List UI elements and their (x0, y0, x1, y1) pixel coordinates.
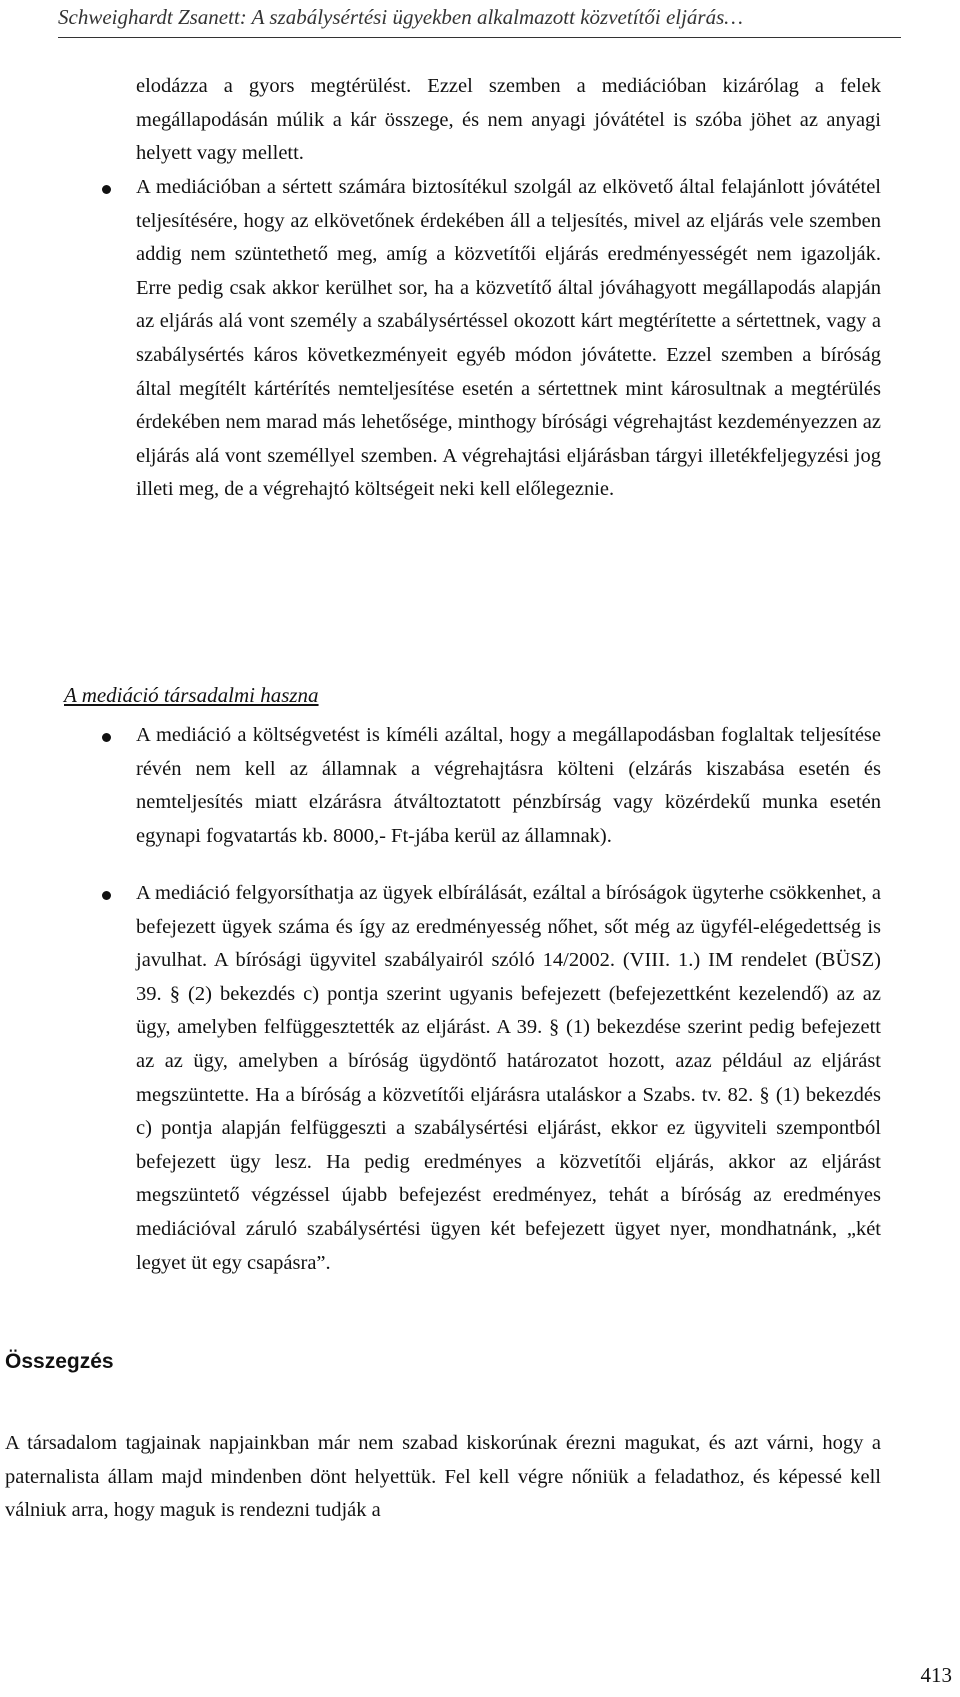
bullet-icon (102, 891, 111, 900)
summary-heading: Összegzés (5, 1350, 114, 1373)
summary-paragraph: A társadalom tagjainak napjainkban már nem szabad kiskorúnak érezni magukat, és azt várni, hogy a paternalista állam majd mindenben dönt helyettük. Fel kell végre nőniük a feladathoz, és képessé kell válniuk arra, hogy maguk is rendezni tudják a (5, 1432, 881, 1521)
header-rule (58, 37, 901, 38)
bullet-paragraph-2: A mediáció a költségvetést is kíméli azáltal, hogy a megállapodásban foglaltak teljesítése révén nem kell az államnak a végrehajtásra költeni (elzárás kiszabása esetén és nemteljesítés miatt elzárásra átváltoztatott pénzbírság vagy közérdekű munka esetén egynapi fogvatartás kb. 8000,- Ft-jába kerül az államnak). (136, 724, 881, 847)
page-number: 413 (920, 1663, 952, 1687)
continuation-paragraph: elodázza a gyors megtérülést. Ezzel szemben a mediációban kizárólag a felek megállapodásán múlik a kár összege, és nem anyagi jóvátétel is szóba jöhet az anyagi helyett vagy mellett. (136, 75, 881, 165)
bullet-icon (102, 185, 111, 194)
bullet-icon (102, 733, 111, 742)
bullet-paragraph-1: A mediációban a sértett számára biztosítékul szolgál az elkövető által felajánlott jóvátétel teljesítésére, hogy az elkövetőnek érdekében áll a teljesítés, mivel az eljárás vele szemben addig nem szüntethető meg, amíg a közvetítői eljárás eredményességét nem igazolják. Erre pedig csak akkor kerülhet sor, ha a közvetítő által jóváhagyott megállapodás alapján az eljárás alá vont személy a szabálysértéssel okozott kárt megtérítette a sértettnek, vagy a szabálysértés káros következményeit egyéb módon jóvátette. Ezzel szemben a bíróság által megítélt kártérítés nemteljesítése esetén a sértettnek mint károsultnak a megtérülés érdekében nem marad más lehetősége, minthogy bírósági végrehajtást kezdeményezzen az eljárás alá vont személlyel szemben. A végrehajtási eljárásban tárgyi illetékfeljegyzési jog illeti meg, de a végrehajtó költségeit neki kell előlegeznie. (136, 176, 881, 501)
running-header: Schweighardt Zsanett: A szabálysértési ügyekben alkalmazott közvetítői eljárás… (58, 5, 743, 29)
bullet-paragraph-3: A mediáció felgyorsíthatja az ügyek elbírálását, ezáltal a bíróságok ügyterhe csökkenhet, a befejezett ügyek száma és így az eredményesség nőhet, sőt még az ügyfél-elégedettség is javulhat. A bírósági ügyvitel szabályairól szóló 14/2002. (VIII. 1.) IM rendelet (BÜSZ) 39. § (2) bekezdés c) pontja szerint ugyanis befejezett (befejezettként kezelendő) az az ügy, amelyben felfüggesztették az eljárást. A 39. § (1) bekezdése szerint pedig befejezett az az ügy, amelyben a bíróság ügydöntő határozatot hozott, azaz például az eljárást megszüntette. Ha a bíróság a közvetítői eljárásra utaláskor a Szabs. tv. 82. § (1) bekezdés c) pontja alapján felfüggeszti a szabálysértési eljárást, ekkor ez ügyviteli szempontból befejezett ügy lesz. Ha pedig eredményes a közvetítői eljárás, akkor az eljárást megszüntető végzéssel újabb befejezést eredményez, tehát a bíróság az eredményes mediációval záruló szabálysértési ügyen két befejezett ügyet nyer, mondhatnánk, „két legyet üt egy csapásra”. (136, 882, 881, 1274)
section-heading: A mediáció társadalmi haszna (64, 683, 319, 707)
